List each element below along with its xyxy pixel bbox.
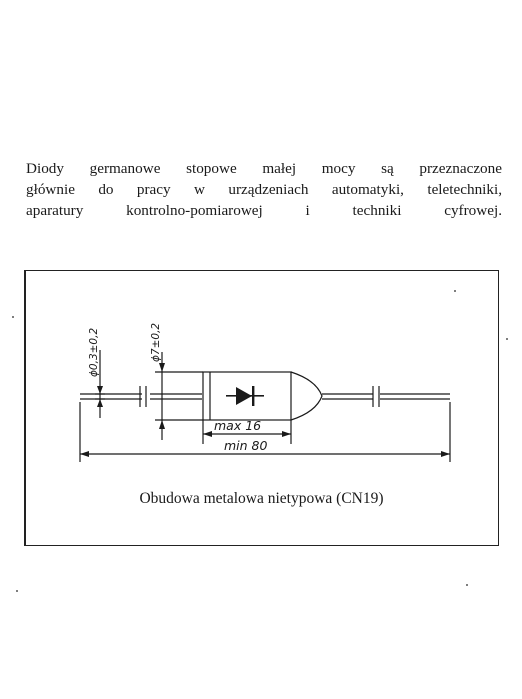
intro-line: głównie do pracy w urządzeniach automatyki, teletechniki, <box>26 181 502 198</box>
body-diameter-label: ϕ7±0,2 <box>150 322 162 362</box>
wire-diameter-label: ϕ0,3±0,2 <box>88 327 100 377</box>
scan-speck <box>506 338 508 340</box>
scan-speck <box>12 316 14 318</box>
body-length-label: max 16 <box>214 418 262 433</box>
scan-speck <box>466 584 468 586</box>
intro-line: aparatury kontrolno-pomiarowej i techniki cyfrowej. <box>26 202 502 219</box>
scan-speck <box>454 290 456 292</box>
intro-line: Diody germanowe stopowe małej mocy są przeznaczone <box>26 160 502 177</box>
total-length-label: min 80 <box>224 438 268 453</box>
diode-symbol-triangle <box>236 387 252 405</box>
scan-speck <box>16 590 18 592</box>
diode-symbol-bar <box>252 386 254 406</box>
body-nose <box>291 372 322 420</box>
figure-caption: Obudowa metalowa nietypowa (CN19) <box>139 490 384 507</box>
